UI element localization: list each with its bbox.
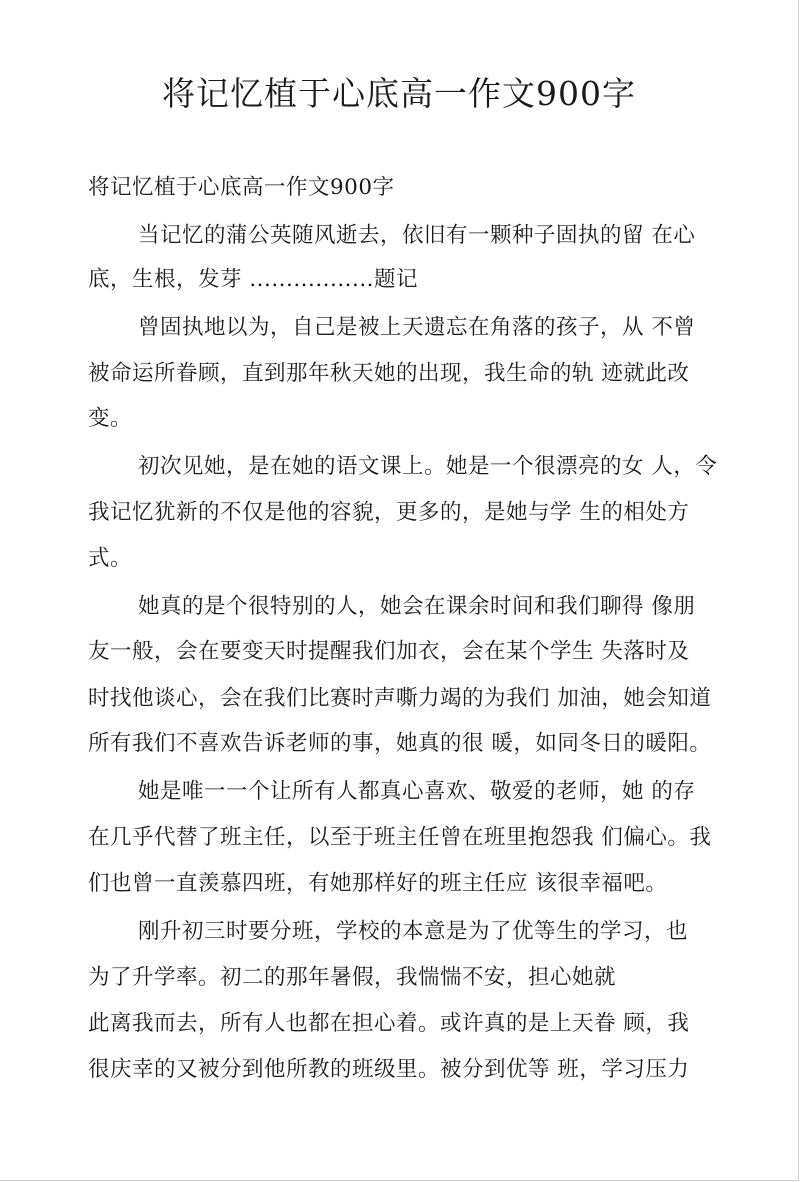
text-line: 友一般，会在要变天时提醒我们加衣，会在某个学生 失落时及 bbox=[88, 639, 690, 664]
text-line: 在几乎代替了班主任，以至于班主任曾在班里抱怨我 们偏心。我 bbox=[88, 825, 712, 850]
text-line: 变。 bbox=[88, 406, 133, 431]
text-line: 刚升初三时要分班，学校的本意是为了优等生的学习，也 bbox=[138, 919, 689, 944]
text-line: 式。 bbox=[88, 546, 133, 571]
text-line: 们也曾一直羡慕四班，有她那样好的班主任应 该很幸福吧。 bbox=[88, 871, 668, 896]
text-line: 此离我而去，所有人也都在担心着。或许真的是上天眷 顾，我 bbox=[88, 1011, 690, 1036]
text-line: 曾固执地以为，自己是被上天遗忘在角落的孩子，从 不曾 bbox=[138, 315, 696, 340]
text-line: 被命运所眷顾，直到那年秋天她的出现，我生命的轨 迹就此改 bbox=[88, 361, 690, 386]
text-line: 很庆幸的又被分到他所教的班级里。被分到优等 班，学习压力 bbox=[88, 1057, 690, 1082]
text-line: 我记忆犹新的不仅是他的容貌，更多的，是她与学 生的相处方 bbox=[88, 500, 690, 525]
text-line: 时找他谈心，会在我们比赛时声嘶力竭的为我们 加油，她会知道 bbox=[88, 686, 712, 711]
text-line: 所有我们不喜欢告诉老师的事，她真的很 暖，如同冬日的暖阳。 bbox=[88, 731, 712, 756]
document-title: 将记忆植于心底高一作文900字 bbox=[162, 74, 636, 113]
text-line: 她真的是个很特别的人，她会在课余时间和我们聊得 像朋 bbox=[138, 594, 696, 619]
text-line: 底，生根，发芽 .................题记 bbox=[88, 267, 419, 292]
subtitle-line: 将记忆植于心底高一作文900字 bbox=[88, 175, 395, 200]
text-line: 当记忆的蒲公英随风逝去，依旧有一颗种子固执的留 在心 bbox=[138, 223, 696, 248]
text-line: 为了升学率。初二的那年暑假，我惴惴不安，担心她就 bbox=[88, 965, 617, 990]
text-line: 初次见她，是在她的语文课上。她是一个很漂亮的女 人，令 bbox=[138, 454, 718, 479]
text-line: 她是唯一一个让所有人都真心喜欢、敬爱的老师，她 的存 bbox=[138, 779, 696, 804]
